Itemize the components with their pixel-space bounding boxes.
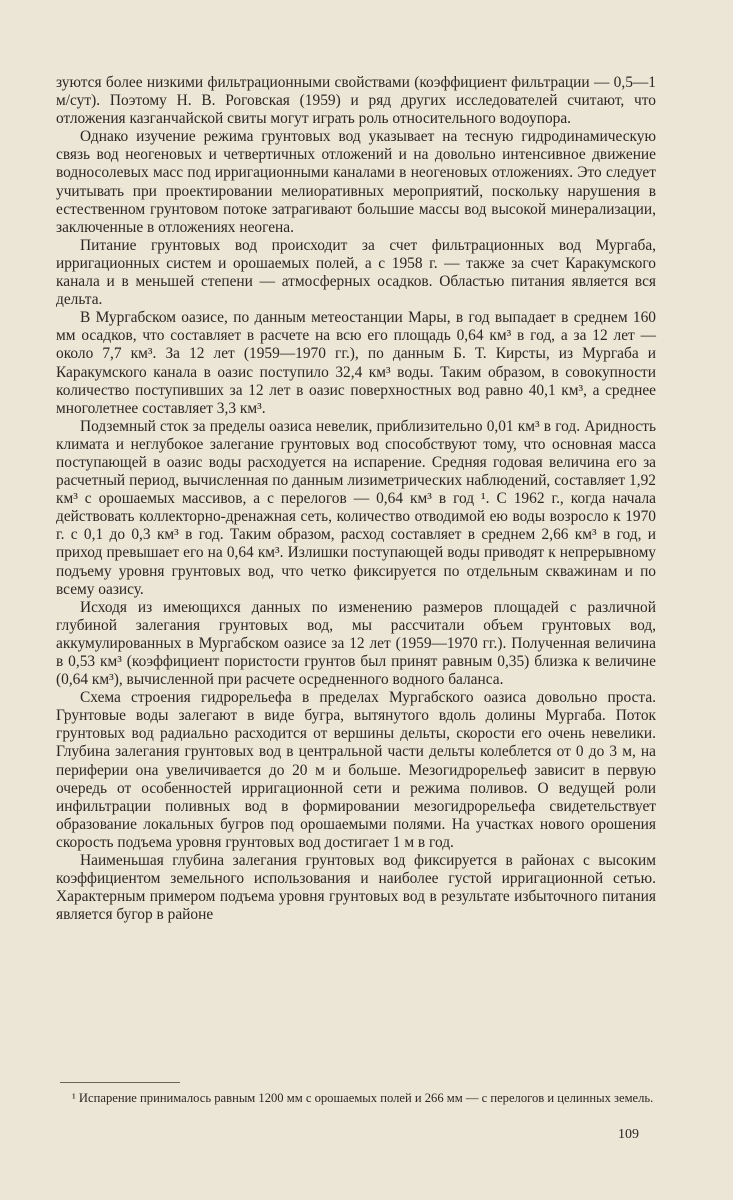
paragraph-1: зуются более низкими фильтрационными свойствами (коэффициент фильтрации — 0,5—1 м/сут). Поэтому Н. В. Роговская (1959) и ряд других исследователей считают, что отложения казганчайской свиты могут играть роль относительного водоупора. — [56, 74, 656, 128]
paragraph-4: В Мургабском оазисе, по данным метеостанции Мары, в год выпадает в среднем 160 мм осадков, что составляет в расчете на всю его площадь 0,64 км³ в год, а за 12 лет — около 7,7 км³. За 12 лет (1959—1970 гг.), по данным Б. Т. Кирсты, из Мургаба и Каракумского канала в оазис поступило 32,4 км³ воды. Таким образом, в совокупности количество поступивших за 12 лет в оазис поверхностных вод равно 40,1 км³, а среднее многолетнее составляет 3,3 км³. — [56, 309, 656, 417]
paragraph-3: Питание грунтовых вод происходит за счет фильтрационных вод Мургаба, ирригационных систем и орошаемых полей, а с 1958 г. — также за счет Каракумского канала и в меньшей степени — атмосферных осадков. Областью питания является вся дельта. — [56, 236, 656, 309]
paragraph-7: Схема строения гидрорельефа в пределах Мургабского оазиса довольно проста. Грунтовые воды залегают в виде бугра, вытянутого вдоль долины Мургаба. Поток грунтовых вод радиально расходится от вершины дельты, скорости его очень невелики. Глубина залегания грунтовых вод в центральной части дельты колеблется от 0 до 3 м, на периферии она увеличивается до 20 м и больше. Мезогидрорельеф зависит в первую очередь от особенностей ирригационной сети и режима поливов. О ведущей роли инфильтрации поливных вод в формировании мезогидрорельефа свидетельствует образование локальных бугров под орошаемыми полями. На участках нового орошения скорость подъема уровня грунтовых вод достигает 1 м в год. — [56, 689, 656, 851]
footnote-divider — [60, 1082, 180, 1083]
paragraph-6: Исходя из имеющихся данных по изменению размеров площадей с различной глубиной залегания грунтовых вод, мы рассчитали объем грунтовых вод, аккумулированных в Мургабском оазисе за 12 лет (1959—1970 гг.). Полученная величина в 0,53 км³ (коэффициент пористости грунтов был принят равным 0,35) близка к величине (0,64 км³), вычисленной при расчете осредненного водного баланса. — [56, 598, 656, 689]
paragraph-2: Однако изучение режима грунтовых вод указывает на тесную гидродинамическую связь вод неогеновых и четвертичных отложений и на довольно интенсивное движение водносолевых масс под ирригационными каналами в неогеновых отложениях. Это следует учитывать при проектировании мелиоративных мероприятий, поскольку нарушения в естественном грунтовом потоке затрагивают большие массы вод высокой минерализации, заключенные в отложениях неогена. — [56, 128, 656, 236]
footnote: ¹ Испарение принималось равным 1200 мм с орошаемых полей и 266 мм — с перелогов и целинных земель. — [72, 1091, 654, 1105]
paragraph-8: Наименьшая глубина залегания грунтовых вод фиксируется в районах с высоким коэффициентом земельного использования и наиболее густой ирригационной сетью. Характерным примером подъема уровня грунтовых вод в результате избыточного питания является бугор в районе — [56, 852, 656, 924]
page-body — [56, 74, 656, 924]
page-number: 109 — [618, 1127, 639, 1142]
paragraph-5: Подземный сток за пределы оазиса невелик, приблизительно 0,01 км³ в год. Аридность климата и неглубокое залегание грунтовых вод способствуют тому, что основная масса поступающей в оазис воды расходуется на испарение. Средняя годовая величина его за расчетный период, вычисленная по данным лизиметрических наблюдений, составляет 1,92 км³ с орошаемых массивов, а с перелогов — 0,64 км³ в год ¹. С 1962 г., когда начала действовать коллекторно-дренажная сеть, количество отводимой ею воды возросло к 1970 г. с 0,1 до 0,3 км³ в год. Таким образом, расход составляет в среднем 2,66 км³ в год, и приход превышает его на 0,64 км³. Излишки поступающей воды приводят к непрерывному подъему уровня грунтовых вод, что четко фиксируется по отдельным скважинам и по всему оазису. — [56, 417, 656, 598]
